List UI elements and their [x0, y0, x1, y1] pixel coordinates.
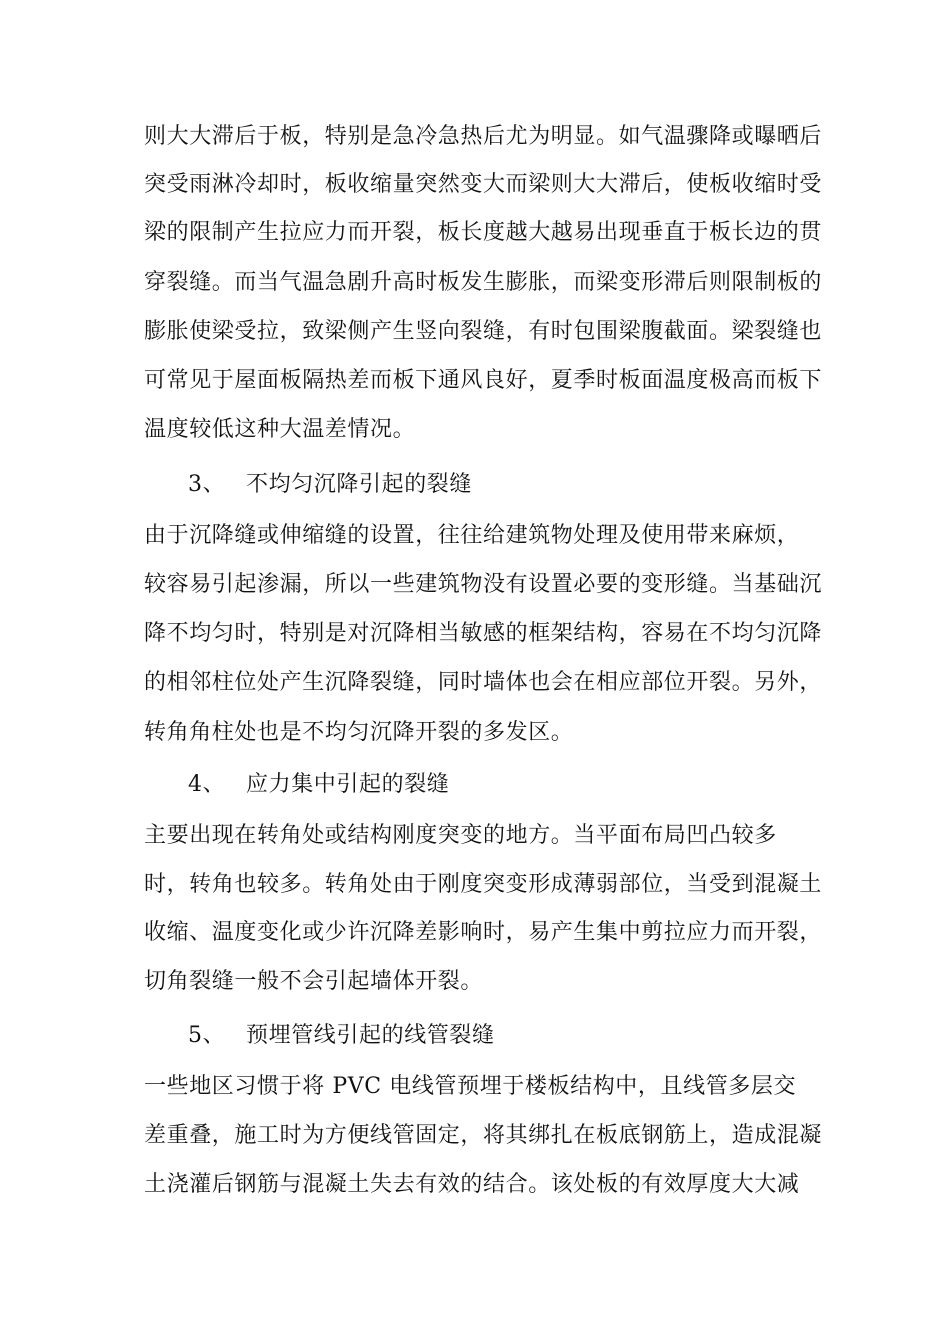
body-text-line: 降不均匀时，特别是对沉降相当敏感的框架结构，容易在不均匀沉降 — [144, 621, 823, 646]
body-text-line: 主要出现在转角处或结构刚度突变的地方。当平面布局凹凸较多 — [144, 823, 777, 848]
body-text-line: 转角角柱处也是不均匀沉降开裂的多发区。 — [144, 720, 574, 745]
body-text-line: 切角裂缝一般不会引起墙体开裂。 — [144, 969, 484, 994]
section-number: 4、 — [188, 772, 226, 797]
body-text-line: 可常见于屋面板隔热差而板下通风良好，夏季时板面温度极高而板下 — [144, 368, 823, 393]
section-heading-3 — [188, 465, 858, 505]
body-text-line: 由于沉降缝或伸缩缝的设置，往往给建筑物处理及使用带来麻烦， — [144, 523, 800, 548]
section-heading-5 — [188, 1016, 858, 1056]
body-text-line: 一些地区习惯于将 PVC 电线管预埋于楼板结构中，且线管多层交 — [144, 1074, 797, 1099]
body-text-line: 时，转角也较多。转角处由于刚度突变形成薄弱部位，当受到混凝土 — [144, 872, 823, 897]
body-text-line: 土浇灌后钢筋与混凝土失去有效的结合。该处板的有效厚度大大减 — [144, 1172, 800, 1197]
body-text-line: 温度较低这种大温差情况。 — [144, 417, 416, 442]
body-text-line: 梁的限制产生拉应力而开裂，板长度越大越易出现垂直于板长边的贯 — [144, 220, 823, 245]
body-text-line: 的相邻柱位处产生沉降裂缝，同时墙体也会在相应部位开裂。另外， — [144, 670, 823, 695]
body-text-line: 突受雨淋冷却时，板收缩量突然变大而梁则大大滞后，使板收缩时受 — [144, 172, 823, 197]
body-text-line: 膨胀使梁受拉，致梁侧产生竖向裂缝，有时包围梁腹截面。梁裂缝也 — [144, 319, 823, 344]
body-text-line: 收缩、温度变化或少许沉降差影响时，易产生集中剪拉应力而开裂， — [144, 920, 823, 945]
body-text-line: 较容易引起渗漏，所以一些建筑物没有设置必要的变形缝。当基础沉 — [144, 572, 823, 597]
body-text-line: 穿裂缝。而当气温急剧升高时板发生膨胀，而梁变形滞后则限制板的 — [144, 270, 823, 295]
section-heading-4 — [188, 765, 858, 805]
body-text-line: 差重叠，施工时为方便线管固定，将其绑扎在板底钢筋上，造成混凝 — [144, 1123, 823, 1148]
section-title: 应力集中引起的裂缝 — [246, 772, 450, 797]
section-number: 3、 — [188, 472, 226, 497]
section-title: 预埋管线引起的线管裂缝 — [246, 1023, 495, 1048]
section-number: 5、 — [188, 1023, 226, 1048]
section-title: 不均匀沉降引起的裂缝 — [246, 472, 473, 497]
body-text-line: 则大大滞后于板，特别是急冷急热后尤为明显。如气温骤降或曝晒后 — [144, 124, 823, 149]
